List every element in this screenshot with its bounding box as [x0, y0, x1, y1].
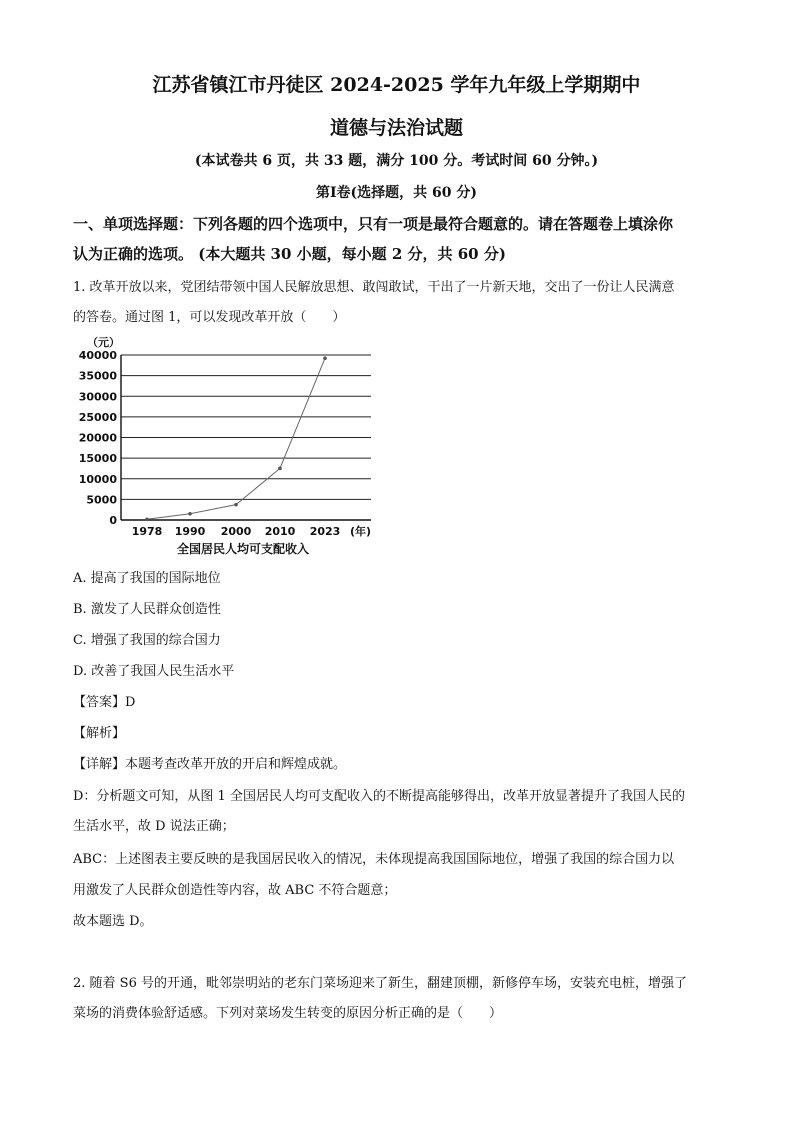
y-tick-35000: 35000 — [78, 369, 117, 383]
x-tick-labels — [132, 525, 341, 538]
y-tick-labels — [79, 349, 118, 527]
x-unit-label: (年) — [350, 525, 372, 538]
y-unit-label: （元） — [87, 336, 120, 349]
y-tick-15000: 15000 — [78, 452, 117, 466]
data-point-2000 — [234, 503, 238, 507]
section-heading-line1: 一、单项选择题：下列各题的四个选项中，只有一项是最符合题意的。请在答题卷上填涂你 — [73, 215, 674, 233]
x-tick-2010: 2010 — [264, 525, 296, 538]
q1-option-b: B. 激发了人民群众创造性 — [73, 602, 221, 617]
x-tick-2023: 2023 — [309, 525, 341, 538]
exam-subject: 道德与法治试题 — [329, 117, 463, 139]
q1-abc-explanation-line2: 用激发了人民群众创造性等内容，故 ABC 不符合题意； — [73, 883, 397, 898]
data-point-2010 — [278, 467, 282, 471]
series-points — [145, 356, 327, 521]
q1-d-explanation-line1: D：分析题文可知，从图 1 全国居民人均可支配收入的不断提高能够得出，改革开放显著提升了我国人民的 — [73, 789, 685, 804]
y-tick-0: 0 — [109, 514, 117, 527]
chart-grid — [121, 355, 371, 520]
y-tick-5000: 5000 — [86, 493, 117, 507]
y-tick-10000: 10000 — [78, 472, 117, 486]
q1-conclusion: 故本题选 D。 — [73, 914, 153, 929]
q1-detail: 【详解】本题考查改革开放的开启和辉煌成就。 — [73, 757, 347, 772]
q1-stem-line1: 1. 改革开放以来，党团结带领中国人民解放思想、敢闯敢试，干出了一片新天地，交出了一份让人民满意 — [73, 280, 675, 295]
q1-answer: 【答案】D — [73, 695, 136, 710]
q1-option-c: C. 增强了我国的综合国力 — [73, 633, 221, 648]
q1-option-d: D. 改善了我国人民生活水平 — [73, 664, 235, 679]
section-heading-line2: 认为正确的选项。 (本大题共 30 小题，每小题 2 分，共 60 分) — [73, 245, 506, 263]
q2-stem-line1: 2. 随着 S6 号的开通，毗邻崇明站的老东门菜场迎来了新生，翻建顶棚，新修停车场，安装充电桩，增强了 — [73, 976, 687, 991]
q1-analysis-label: 【解析】 — [73, 726, 126, 741]
chart-title: 全国居民人均可支配收入 — [176, 542, 310, 556]
volume-title: 第I卷(选择题，共 60 分) — [315, 185, 478, 201]
q1-option-a: A. 提高了我国的国际地位 — [73, 571, 221, 586]
x-tick-1990: 1990 — [174, 525, 206, 538]
q1-d-explanation-line2: 生活水平，故 D 说法正确； — [73, 819, 235, 834]
q1-stem-line2: 的答卷。通过图 1，可以发现改革开放（ ） — [73, 310, 346, 325]
data-point-1990 — [188, 512, 192, 516]
data-point-2023 — [323, 356, 327, 360]
y-tick-40000: 40000 — [78, 349, 117, 362]
exam-title: 江苏省镇江市丹徒区 2024-2025 学年九年级上学期期中 — [152, 74, 641, 96]
data-point-1978 — [145, 517, 149, 521]
series-line — [147, 358, 325, 519]
exam-info: (本试卷共 6 页，共 33 题，满分 100 分。考试时间 60 分钟。) — [194, 153, 599, 169]
y-tick-25000: 25000 — [78, 410, 117, 424]
y-tick-20000: 20000 — [78, 431, 117, 445]
x-tick-2000: 2000 — [220, 525, 252, 538]
x-tick-1978: 1978 — [131, 525, 163, 538]
income-line-chart — [73, 330, 393, 562]
y-tick-30000: 30000 — [78, 390, 117, 404]
q2-stem-line2: 菜场的消费体验舒适感。下列对菜场发生转变的原因分析正确的是（ ） — [73, 1006, 503, 1021]
q1-abc-explanation-line1: ABC：上述图表主要反映的是我国居民收入的情况，未体现提高我国国际地位，增强了我国的综合国力以 — [73, 852, 675, 867]
